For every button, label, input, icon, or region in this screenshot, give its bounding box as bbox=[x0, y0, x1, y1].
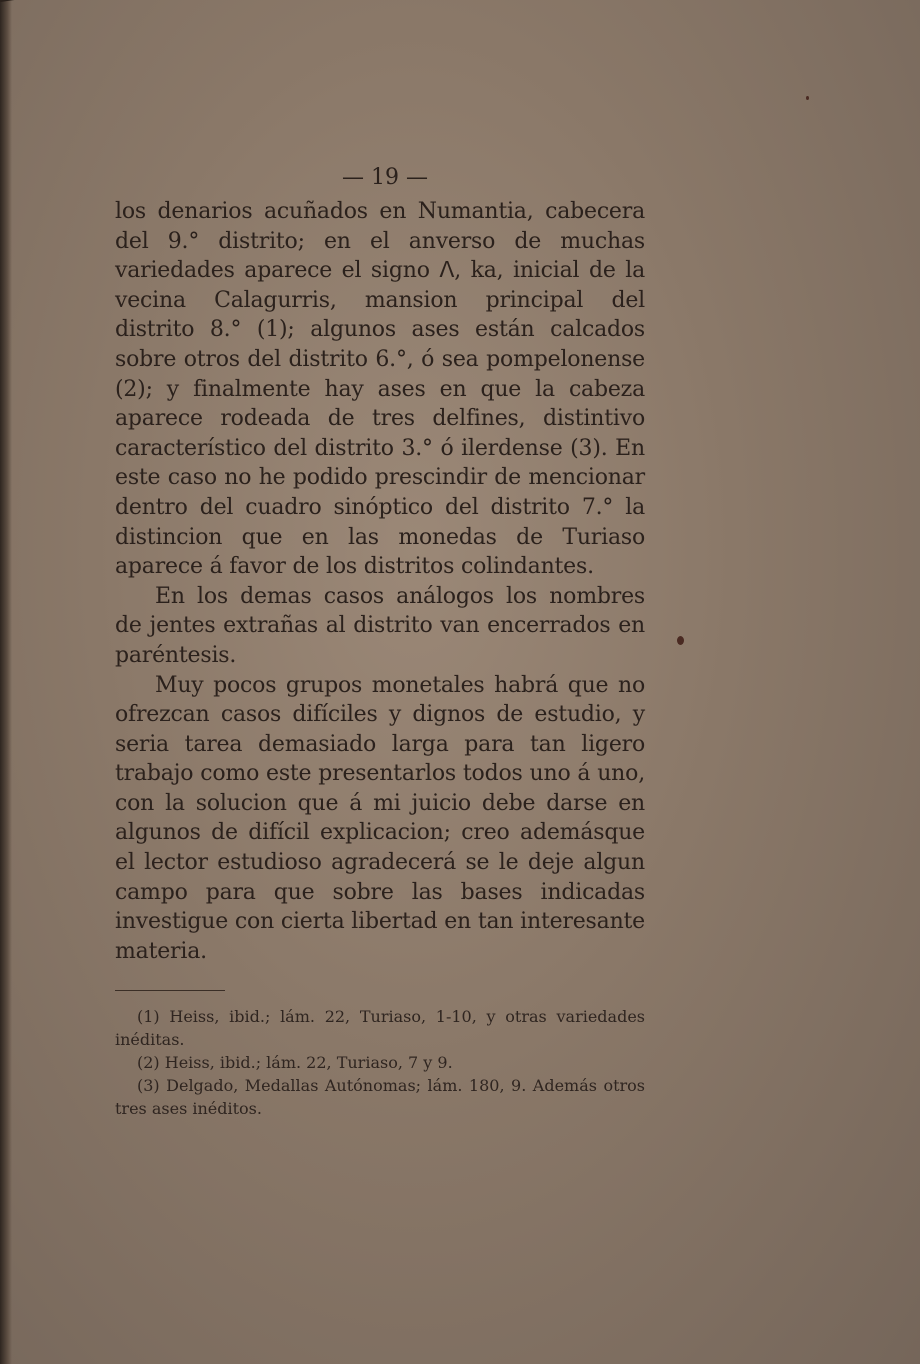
page-number: — 19 — bbox=[342, 165, 428, 190]
body-text bbox=[115, 197, 645, 966]
footnote-divider bbox=[115, 990, 225, 991]
footnote-3: (3) Delgado, Medallas Autónomas; lám. 180, 9. Además otros tres ases inéditos. bbox=[115, 1076, 645, 1119]
book-page bbox=[115, 165, 645, 1120]
footnotes bbox=[115, 1005, 645, 1120]
footnote-2: (2) Heiss, ibid.; lám. 22, Turiaso, 7 y 9. bbox=[137, 1053, 453, 1073]
paragraph-3: Muy pocos grupos monetales habrá que no ofrezcan casos difíciles y dignos de estudio, y seria tarea demasiado larga para tan ligero trabajo como este presentarlos todos uno á uno, con la solucion que á mi juicio debe darse en algunos de difícil explicacion; creo ademásque el lector estudioso agradecerá se le deje algun campo para que sobre las bases indicadas investigue con cierta libertad en tan interesante materia. bbox=[115, 672, 645, 964]
paper-stain bbox=[806, 96, 809, 100]
footnote-1: (1) Heiss, ibid.; lám. 22, Turiaso, 1-10, y otras variedades inéditas. bbox=[115, 1007, 645, 1050]
paragraph-1: los denarios acuñados en Numantia, cabecera del 9.° distrito; en el anverso de muchas variedades aparece el signo ᐱ, ka, inicial de la vecina Calagurris, mansion principal del distrito 8.° (1); algunos ases están calcados sobre otros del distrito 6.°, ó sea pompelonense (2); y finalmente hay ases en que la cabeza aparece rodeada de tres delfines, distintivo característico del distrito 3.° ó ilerdense (3). En este caso no he podido prescindir de mencionar dentro del cuadro sinóptico del distrito 7.° la distincion que en las monedas de Turiaso aparece á favor de los distritos colindantes. bbox=[115, 199, 645, 580]
book-binding-edge bbox=[0, 0, 12, 1364]
paragraph-2: En los demas casos análogos los nombres de jentes extrañas al distrito van encerrados en paréntesis. bbox=[115, 583, 645, 668]
paper-stain bbox=[677, 636, 684, 645]
corner-pencil-mark bbox=[0, 0, 41, 12]
